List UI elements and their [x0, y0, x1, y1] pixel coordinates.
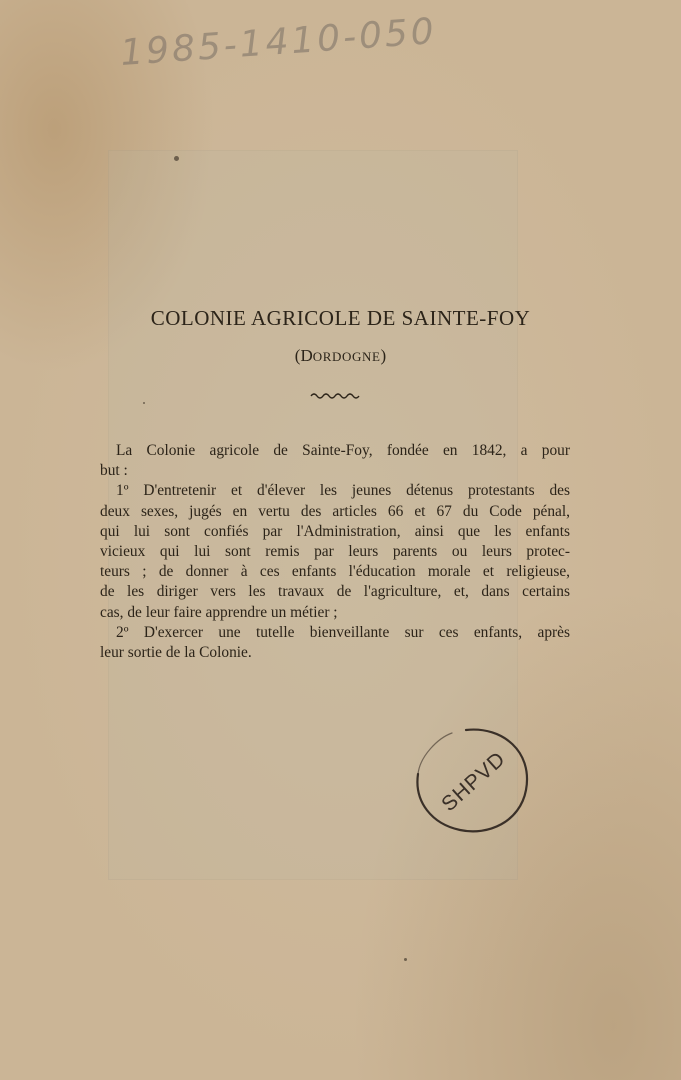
archive-number: 1985-1410-050 [118, 10, 438, 75]
body-line: qui lui sont confiés par l'Administration, ainsi que les enfants [100, 522, 570, 540]
subtitle-small-caps: ORDOGNE [312, 349, 381, 364]
wavy-ornament-icon [310, 391, 360, 401]
body-line: La Colonie agricole de Sainte-Foy, fondée en 1842, a pour [116, 442, 570, 459]
body-line: de les diriger vers les travaux de l'agriculture, et, dans certains [100, 583, 570, 601]
body-line: deux sexes, jugés en vertu des articles 66 et 67 du Code pénal, [100, 502, 570, 520]
subtitle-open-paren: ( [294, 346, 301, 365]
body-line: cas, de leur faire apprendre un métier ; [100, 603, 338, 621]
stamp-label: SHPVD [437, 747, 511, 817]
document-subtitle [0, 346, 681, 366]
subtitle-close-paren: ) [380, 346, 387, 365]
paper-speck [404, 958, 407, 961]
body-line: 1º D'entretenir et d'élever les jeunes détenus protestants des [116, 482, 570, 500]
body-line: leur sortie de la Colonie. [100, 644, 252, 662]
body-line: but : [100, 462, 128, 480]
subtitle-initial: D [300, 346, 313, 365]
body-line: teurs ; de donner à ces enfants l'éducation morale et religieuse, [100, 563, 570, 581]
body-text [100, 441, 570, 663]
paper-speck [143, 402, 145, 404]
body-line: vicieux qui lui sont remis par leurs parents ou leurs protec- [100, 543, 570, 561]
body-line: 2º D'exercer une tutelle bienveillante sur ces enfants, après [116, 623, 570, 641]
document-title: COLONIE AGRICOLE DE SAINTE-FOY [150, 306, 531, 330]
paper-speck [174, 156, 179, 161]
